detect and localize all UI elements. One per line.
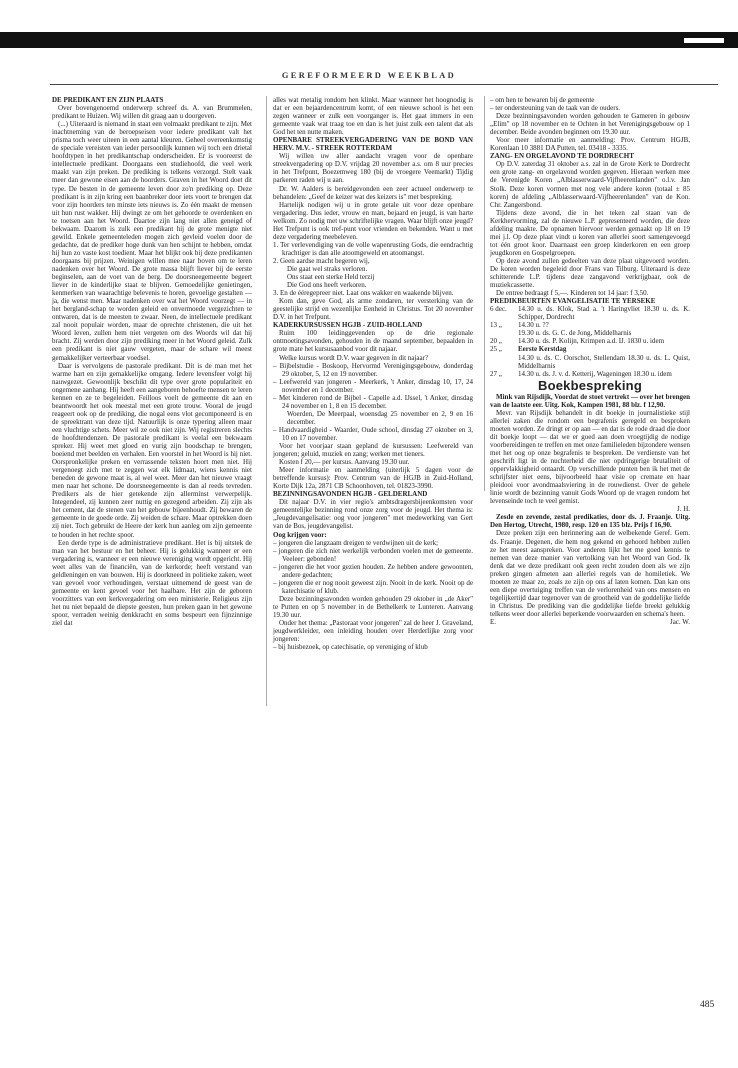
- schedule: [490, 305, 690, 377]
- section-paragraph: Deze bezinningsavonden worden gehouden 29 oktober in „de Aker" te Putten en op 5 november in de Bethelkerk te Lunteren. Aanvang 19.30 uur.: [273, 594, 473, 619]
- section-paragraph: De entree bedraagt f 5,—. Kinderen tot 14 jaar: f 3,50.: [496, 289, 649, 298]
- section-paragraph: Op D.V. zaterdag 31 oktober a.s. zal in de Grote Kerk te Dordrecht een grote zang- en orgelavond worden gegeven. Hieraan werken mee de Verenigde Koren „Alblasserwaard-Vijfheerenlanden" o.l.v. Jan Stolk. Deze koren vormen met nog vele andere koren (totaal ± 85 koren) de afdeling „Alblasserwaard-Vijfheerenlanden" van de Kon. Chr. Zangersbond.: [490, 160, 690, 209]
- review-signature-right: Jac. W.: [669, 618, 690, 626]
- section-heading: OPENBARE STREEKVERGADERING VAN DE BOND VAN HERV. M.V. - STREEK ROTTERDAM: [273, 136, 473, 153]
- article-paragraph: (...) Uiteraard is niemand in staat een volmaakt predikant te zijn. Met inachtneming van de beroepseisen voor iedere predikant valt het prisma toch weer uiteen in een aantal kleuren. Geheel overeenkomstig de speciale vereisten van ieder persoonlijk kunnen wij toch een drietal hoofdtypen in het predikantschap onderscheiden. Er is vooreerst de intellectuele predikant. Doorgaans een studiehoofd, die veel werk maakt van zijn preken. De prediking is telkens verzorgd. Stelt vaak meer dan gewone eisen aan de hoorders. Graven in het Woord doet dit type. De besten in de gemeente leven door zo'n prediking op. Deze predikant is in zijn kring een baanbreker door iets voort te brengen dat voor zijn hoorders ten minste iets nieuws is. Zo één maakt de mensen uit hun rust wakker. Hij dwingt ze om het gehoorde te overdenken en te toetsen aan het Woord. Daartoe zijn lang niet allen geneigd of bekwaam. Daarom is zulk een predikant hij de grote menigte niet gewild. Enkele gemeenteleden mogen zich gevleid voelen door de gedachte, dat de prediker hoge dunk van hen schijnt te hebben, omdat hij hun zo vaste kost toedient. Maar het blijkt ook bij deze predikanten doorgaans bij prijzen. Weinigen willen mee naar boven om te leren nadenken over het Woord. De grote massa blijft liever bij de eerste beginselen, aan de voet van de berg. De doorsneegemeente begeert liever in de kinderlijke staat te blijven. Gemoedelijke genietingen, kenmerken van waarachtige belevenis te horen, gevoelige gestalten — ja, die wenst men. Maar nadenken over wat het Woord voorzegt — in het bergland-schap te worden geleid en onvermoede vergezichten te ontwaren, dat is de meesten te zwaar. Neen, de intellectuele predikant zal nooit populair worden, maar de oprechte christenen, die uit het Woord leven, zullen hem niet vergeten om des Woords wil dat hij bracht. Zij werden door zijn prediking meer in het Woord geleid. Zulk een predikant is niet gauw vergeten, maar de schare wil meest gemakkelijker verteerbaar voedsel.: [52, 120, 252, 362]
- section-heading: KADERKURSUSSEN HGJB - ZUID-HOLLAND: [273, 321, 423, 330]
- schedule-row: [490, 354, 690, 370]
- section-paragraph: Kosten f 20,— per kursus. Aanvang 19.30 uur.: [279, 458, 410, 467]
- column-2: [273, 96, 473, 651]
- schedule-date: 13 „: [490, 321, 502, 330]
- journal-title: GEREFORMEERD WEEKBLAD: [281, 71, 457, 80]
- review-signature-left: E.: [490, 618, 497, 626]
- schedule-date: 20 „: [490, 337, 502, 346]
- review-signature-row: [490, 618, 690, 626]
- list-item: – jongeren die zich niet werkelijk verbonden voelen met de gemeente. Veeleer: gebonden!: [273, 546, 473, 563]
- list-item: – Bijbelstudie - Boskoop, Hervormd Verenigingsgebouw, donderdag 29 oktober, 5, 12 en 19 november.: [273, 361, 473, 378]
- schedule-date: [490, 329, 518, 337]
- schedule-text: 14.30 u. ds. C. Oorschot, Stellendam 18.30 u. ds. L. Quist, Middelharnis: [518, 353, 690, 370]
- section-paragraph: Voor meer informatie en aanmelding: Prov. Centrum HGJB, Korenlaan 10 3881 DA Putten, tel. 03418 - 3335.: [490, 136, 690, 153]
- book-reference: [490, 393, 690, 409]
- section-heading: BEZINNINGSAVONDEN HGJB - GELDERLAND: [273, 490, 428, 499]
- section-paragraph: Kom dan, geve God, als arme zondaren, ter versterking van de geestelijke strijd en wezenlijke Eenheid in Christus. Tot 20 november D.V. in het Trefpunt.: [273, 297, 473, 322]
- column-3: [490, 96, 690, 626]
- section-paragraph: Meer informatie en aanmelding (uiterlijk 5 dagen voor de betreffende kursus): Prov. Centrum van de HGJB in Zuid-Holland, Korte Dijk 12a, 2871 CB Schoonhoven, tel. 01823-3990.: [273, 466, 473, 491]
- schedule-text: 14.30 u. ds. J. v. d. Ketterij, Wageningen 18.30 u. idem: [518, 369, 672, 378]
- article-heading: DE PREDIKANT EN ZIJN PLAATS: [52, 96, 164, 104]
- section-paragraph: Deze bezinningsavonden worden gehouden te Gameren in gebouw „Elim" op 18 november en te Ochten in het Verenigingsgebouw op 1 december. Beide avonden beginnen om 19.30 uur.: [490, 112, 690, 137]
- schedule-text: Eerste Kerstdag: [518, 345, 567, 354]
- list-item: – bij huisbezoek, op catechisatie, op vereniging of klub: [273, 643, 428, 652]
- schedule-row: [490, 305, 690, 321]
- schedule-date: 6 dec.: [490, 305, 507, 314]
- schedule-row: [490, 370, 690, 378]
- list-item: – Handvaardigheid - Waarder, Oude school, dinsdag 27 oktober en 3, 10 en 17 november.: [273, 425, 473, 442]
- book-review: Mevr. van Rijsdijk behandelt in dit boekje in journalistieke stijl allerlei zaken die rondom een begrafenis geregeld en besproken moeten worden. Ze dringt er op aan — en dat is de rode draad die door dit boekje loopt — dat we er goed aan doen vroegtijdig de nodige voorbereidingen te treffen en met onze familieleden bijzondere wensen met het oog op onze begrafenis te bespreken. De verdienste van het geschrift ligt in de nuchterheid die niet opdringerige brutaliteit of oppervlakkigheid ontaardt. Op verschillende punten ben ik het met de schrijfster niet eens, bijvoorbeeld haar visie op cremate en haar pleidooi voor avondmaalsviering in de rouwdienst. Over de gehele linie wordt de bezinning vanuit Gods Woord op de vragen rondom het levenseinde toch te veel gemist.: [490, 408, 690, 506]
- verse-line: Die God ons heeft verkoren.: [287, 281, 367, 290]
- article-paragraph: Een derde type is de administratieve predikant. Het is bij uitstek de man van het bestuur en het beheer. Hij is gelukkig wanneer er een vergadering is, wanneer er een nieuwe vereniging wordt opgericht. Hij weet alles van de financiën, van de kerkorde; heeft verstand van geldleningen en van bouwen. Hij is doorkneed in politieke zaken, weet van gevoel voor verhoudingen, verstaat uitnemend de geest van de gemeente en kent gevoel voor het haalbare. Het zijn de geboren voorzitters van een kerkvergadering om een ministerie. Religieus zijn het nu niet bepaald de diepste geesten, hun preken gaan in het gewone spoor, verraden weinig denkkracht en soms bespeurt een fijnzinnige ziel dat: [52, 538, 252, 628]
- section-paragraph: Ruim 100 leidinggevenden op de drie regionale ontmoetingsavonden, gehouden in de maand september, bepaalden in grote mate het kursusaanbod voor dit najaar.: [273, 329, 473, 354]
- list-item-extra: Woerden, De Meerpaal, woensdag 25 november en 2, 9 en 16 december.: [287, 409, 473, 426]
- schedule-row: [490, 321, 690, 329]
- subheading-text: Oog krijgen voor:: [273, 530, 327, 539]
- section-paragraph: Op deze avond zullen gedeelten van deze plaat uitgevoerd worden. De koren worden begeleid door Frans van Tilburg. Uiteraard is deze schitterende L.P. tijdens deze zangavond verkrijgbaar, ook de muziekcassette.: [490, 256, 690, 290]
- list-item: – Met kinderen rond de Bijbel - Capelle a.d. IJssel, 't Anker, dinsdag 24 november en 1, 8 en 15 december.: [273, 393, 473, 410]
- column-1: [52, 96, 252, 627]
- list-item: – ter ondersteuning van de taak van de ouders.: [490, 104, 621, 113]
- list-item: – Leefwereld van jongeren - Meerkerk, 't Anker, dinsdag 10, 17, 24 november en 1 december.: [273, 377, 473, 394]
- article-paragraph: Daar is vervolgens de pastorale predikant. Dit is de man met het warme hart en zijn gemakkelijke omgang. Iedere levensfeer volgt hij nauwgezet. Gewoonlijk beschikt dit type over grote populariteit en ongemene aanhang. Hij heeft een aangeboren behoefte mensen te leren kennen en ze te begeleiden. Feilloos voelt de gemeente dit aan en beantwoordt het ook meestal met een grote trouw. Vooral de jeugd reageert ook op de prediking, die nogal eens vlot gecomponeerd is en de spreektrant van deze tijd. Natuurlijk is onze typering alleen maar een vluchtige schets. Meer wil ze ook niet zijn. Wij registreren slechts de hoofdtendenzen. De pastorale predikant is veelal een bekwaam spreker. Hij weet met gloed en vurig zijn boodschap te brengen, boeiend met beelden en verhalen. Een voorstel in het Woord is hij niet. Oorspronkelijke preken en verrassende teksten hoort men niet. Hij vergenoegt zich met te zeggen wat elk lidmaat, wiens kennis niet beneden de gewone maat is, al wel weet. Meer dan het nieuwe vraagt men naar het schone. De doorsneegemeente is dan al reeds tevreden. Predikers als de hier getekende zijn allermínst verwerpelijk. Integendeel, zij kunnen zeer nuttig en gezegend arbeiden. Zij zijn als het cement, dat de stenen van het gebouw bijeenhoudt. Zij bewaren de gemeente in de goede orde. Zij weiden de schare. Maar optrekken doen zij niet. Toch gebruikt de Heere der kerk hun aanleg om zijn gemeente te houden in het rechte spoor.: [52, 361, 252, 539]
- book-reference-text: Mink van Rijsdijk, Voordat de stoet vertrekt — over het brengen van de laatste eer. Uitg. Kok, Kampen 1981, 88 blz. f 12,90.: [490, 392, 690, 409]
- schedule-row: [490, 345, 690, 353]
- section-paragraph: Onder het thema: „Pastoraat voor jongeren" zal de heer J. Graveland, jeugdwerkleider, een inleiding houden over Herderlijke zorg voor jongeren:: [273, 619, 473, 644]
- column-separator-1: [266, 96, 267, 706]
- article-intro: Over bovengenoemd onderwerp schreef ds. A. van Brummelen, predikant te Huizen. Wij willen dit graag aan u doorgeven.: [52, 104, 252, 121]
- top-bar-notch: [684, 38, 724, 43]
- header-rule: [50, 84, 718, 85]
- book-review: Deze preken zijn een herinnering aan de welbekende Geref. Gem. ds. Fraanje. Degenen, die hem nog gekend en gehoord hebben zullen ze het meest aanspreken. Voor anderen lijkt het me goed kennis te nemen van deze manier van vertolking van het Woord van God. Ik denk dat we deze predikant ook geen recht zouden doen als we zijn preken gingen afmeten aan allerlei regels van de homiletiek. We moeten ze maar zo, zoals ze zijn op ons af laten komen. Dan kan ons een diepe overtuiging treffen van de verlorenheid van ons mensen en tegelijkertijd daar tegenover van de grootheid van de goddelijke liefde in Christus. De prediking van die goddelijke liefde breekt gelukkig telkens weer door allerlei beperkende voorwaarden en schema's heen.: [490, 529, 690, 618]
- section-paragraph: Hartelijk nodigen wij u in grote getale uit voor deze openbare vergadering. Dus ieder, vrouw en man, bejaard en jeugd, is van harte welkom. Zo nodig met uw schriftelijke vragen. Waar blijft onze jeugd? Het Trefpunt is ook tref-punt voor vrienden en bekenden. Want u met deze vergadering meebeleven.: [273, 200, 473, 241]
- schedule-text: 14.30 u. ??: [518, 321, 549, 330]
- schedule-row: [490, 337, 690, 345]
- numbered-item: 2. Geen aardse macht begeren wij,: [273, 256, 370, 265]
- list-item: – jongeren die langzaam dreigen te verdwijnen uit de kerk;: [273, 538, 439, 547]
- book-reference: [490, 513, 690, 529]
- verse-line: Die gaat wel straks verloren.: [287, 264, 368, 273]
- verse-line: Ons staat een sterke Held terzij: [287, 273, 375, 282]
- section-paragraph: Dr. W. Aalders is bereidgevonden een zeer actueel onderwerp te behandelen: „Geef de keizer wat des keizers is" met bespreking.: [273, 184, 473, 201]
- section-heading: ZANG- EN ORGELAVOND TE DORDRECHT: [490, 152, 634, 161]
- schedule-text: 14.30 u. ds. Klok, Stad a. 't Haringvliet 18.30 u. ds. K. Schipper, Dordrecht: [518, 305, 690, 322]
- list-item: – jongeren die er nog nooit geweest zijn. Nooit in de kerk. Nooit op de katechisatie of klub.: [273, 578, 473, 595]
- list-item: – om hen te bewaren bij de gemeente: [490, 96, 595, 104]
- page-number: 485: [700, 1000, 715, 1010]
- numbered-item: 1. Ter verlevendiging van de volle wapenrusting Gods, die eendrachtig krachtiger is dan alle atoomgeweld en atoomangst.: [273, 240, 473, 257]
- boekbespreking-title: Boekbespreking: [538, 377, 642, 393]
- schedule-text: 14.30 u. ds. P. Kolijn, Krimpen a.d. IJ. 1830 u. idem: [518, 337, 665, 346]
- numbered-item: 3. En de ééregepreer niet. Laat ons wakker en waakende blijven.: [273, 289, 454, 298]
- section-paragraph: Dit najaar D.V. in vier regio's ambtsdragersbijeenkomsten voor gemeentelijke bezinning rond onze zorg voor de jeugd. Het thema is: „Jeugdevangelisatie: oog voor jongeren" met medewerking van Gert van de Bos, jeugdevangelist.: [273, 498, 473, 531]
- section-paragraph: Voor het voorjaar staan gepland de kursussen: Leefwereld van jongeren; geluid, muziek en zang; werken met tieners.: [273, 442, 473, 459]
- column-separator-2: [484, 96, 485, 491]
- review-signature: J. H.: [676, 505, 690, 514]
- list-item: – jongeren die het voor gezien houden. Ze hebben andere gewoonten, andere gedachten;: [273, 562, 473, 579]
- subheading: [273, 531, 473, 539]
- schedule-date: 27 „: [490, 369, 502, 378]
- section-paragraph: Tijdens deze avond, die in het teken zal staan van de Kerkhervorming, zal de nieuwe L.P. gepresenteerd worden, die deze afdeling maakte. De opnamen hiervoor werden gemaakt op 18 en 19 mei j.l. Op deze plaat vindt u koren van allerlei soort samengevoegd tot één groot koor. Daarnaast een groep kinderkoren en een groep jeugdkoren en Gospelgroepen.: [490, 208, 690, 257]
- section-heading: PREDIKBEURTEN EVANGELISATIE TE YERSEKE: [490, 297, 656, 306]
- schedule-row: [490, 329, 690, 337]
- article-continuation: alles wat metalig rondom hen klinkt. Maar wanneer het hoognodig is dat er een bejaardencentrum komt, of een nieuwe school is het een zegen wanneer er zulk een voorganger is. Het gaat immers in een gemeente vaak wat traag toe en dan is het juist zulk een talent dat als God het ten nutte maken.: [273, 96, 473, 137]
- schedule-date: 25 „: [490, 345, 502, 354]
- section-paragraph: Welke kursus wordt D.V. waar gegeven in dit najaar?: [279, 353, 428, 362]
- top-black-bar: [0, 32, 738, 48]
- book-reference-text: Zesde en zevende, zestal predikaties, door ds. J. Fraanje. Uitg. Den Hertog, Utrecht, 1980, resp. 120 en 135 blz. Prijs f 16,90.: [490, 513, 690, 530]
- schedule-text: 19.30 u. ds. G. C. de Jong, Middelharnis: [518, 329, 632, 338]
- section-paragraph: Wij willen uw aller aandacht vragen voor de openbare streekvergadering op D.V. vrijdag 20 november a.s. om 8 uur precies in het Trefpunt, Boezemweg 180 (bij de vroegere Veemarkt) Tijdig parkeren raden wij u aan.: [273, 152, 473, 185]
- schedule-date: [490, 354, 518, 370]
